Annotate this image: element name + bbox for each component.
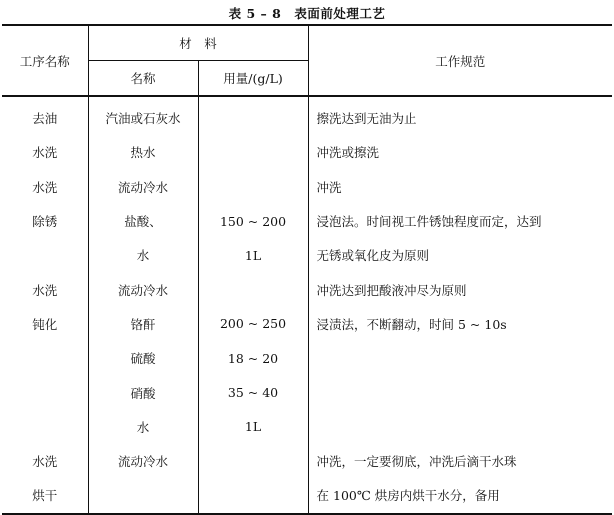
- spec-cell: 冲洗达到把酸液冲尽为原则: [316, 282, 467, 298]
- dosage-cell: 1L: [198, 238, 308, 272]
- table-row: [2, 204, 612, 238]
- material-name-cell: 热水: [88, 135, 198, 169]
- material-name-cell: 硝酸: [88, 375, 198, 409]
- step-cell: 去油: [2, 96, 88, 135]
- step-cell: 水洗: [2, 444, 88, 478]
- step-cell: 水洗: [2, 135, 88, 169]
- dosage-cell: [198, 272, 308, 306]
- spec-cell: 冲洗: [316, 179, 342, 195]
- material-name-cell: 铬酐: [88, 307, 198, 341]
- table-row: [2, 307, 612, 341]
- spec-cell: [308, 410, 612, 444]
- step-cell: [2, 410, 88, 444]
- step-cell: [2, 375, 88, 409]
- spec-cell: 无锈或氧化皮为原则: [316, 248, 430, 264]
- spec-cell: 在 100℃ 烘房内烘干水分，备用: [308, 478, 612, 513]
- header-step: 工序名称: [2, 25, 88, 96]
- spec-cell: [308, 375, 612, 409]
- table-row: [2, 478, 612, 513]
- process-table: [2, 24, 612, 515]
- dosage-cell: 35 ~ 40: [198, 375, 308, 409]
- step-cell: 水洗: [2, 272, 88, 306]
- material-name-cell: 盐酸、: [88, 204, 198, 238]
- spec-cell: 浸泡法。时间视工件锈蚀程度而定，达到: [316, 214, 542, 230]
- material-name-cell: 水: [88, 410, 198, 444]
- step-cell: [2, 238, 88, 272]
- dosage-cell: 1L: [198, 410, 308, 444]
- material-name-cell: 硫酸: [88, 341, 198, 375]
- table-row: [2, 272, 612, 306]
- header-materials: 材 料: [88, 25, 308, 61]
- material-name-cell: 汽油或石灰水: [88, 96, 198, 135]
- table-row: [2, 238, 612, 272]
- dosage-cell: 200 ~ 250: [198, 307, 308, 341]
- header-material-name: 名称: [88, 61, 198, 97]
- dosage-cell: [198, 135, 308, 169]
- step-cell: 钝化: [2, 307, 88, 341]
- material-name-cell: 流动冷水: [88, 444, 198, 478]
- material-name-cell: 流动冷水: [88, 170, 198, 204]
- header-spec: 工作规范: [308, 25, 612, 96]
- table-row: [2, 375, 612, 409]
- step-cell: [2, 341, 88, 375]
- spec-cell: 浸渍法，不断翻动，时间 5 ~ 10s: [316, 316, 507, 332]
- dosage-cell: 18 ~ 20: [198, 341, 308, 375]
- step-cell: 除锈: [2, 204, 88, 238]
- table-row: [2, 341, 612, 375]
- spec-cell: 冲洗，一定要彻底，冲洗后滴干水珠: [316, 454, 517, 470]
- dosage-cell: [198, 170, 308, 204]
- spec-cell: 冲洗或擦洗: [316, 145, 380, 161]
- step-cell: 水洗: [2, 170, 88, 204]
- table-body: [2, 96, 612, 514]
- dosage-cell: [198, 478, 308, 513]
- dosage-cell: [198, 444, 308, 478]
- material-name-cell: 流动冷水: [88, 272, 198, 306]
- dosage-cell: [198, 96, 308, 135]
- material-name-cell: 水: [88, 238, 198, 272]
- table-row: [2, 135, 612, 169]
- spec-cell: 擦洗达到无油为止: [316, 111, 417, 127]
- material-name-cell: [88, 478, 198, 513]
- table-row: [2, 170, 612, 204]
- table-caption: 表 5 – 8 表面前处理工艺: [228, 6, 386, 21]
- spec-cell: [308, 341, 612, 375]
- step-cell: 烘干: [2, 478, 88, 513]
- table-row: [2, 410, 612, 444]
- table-row: [2, 96, 612, 135]
- header-dosage: 用量/(g/L): [198, 61, 308, 97]
- dosage-cell: 150 ~ 200: [198, 204, 308, 238]
- table-row: [2, 444, 612, 478]
